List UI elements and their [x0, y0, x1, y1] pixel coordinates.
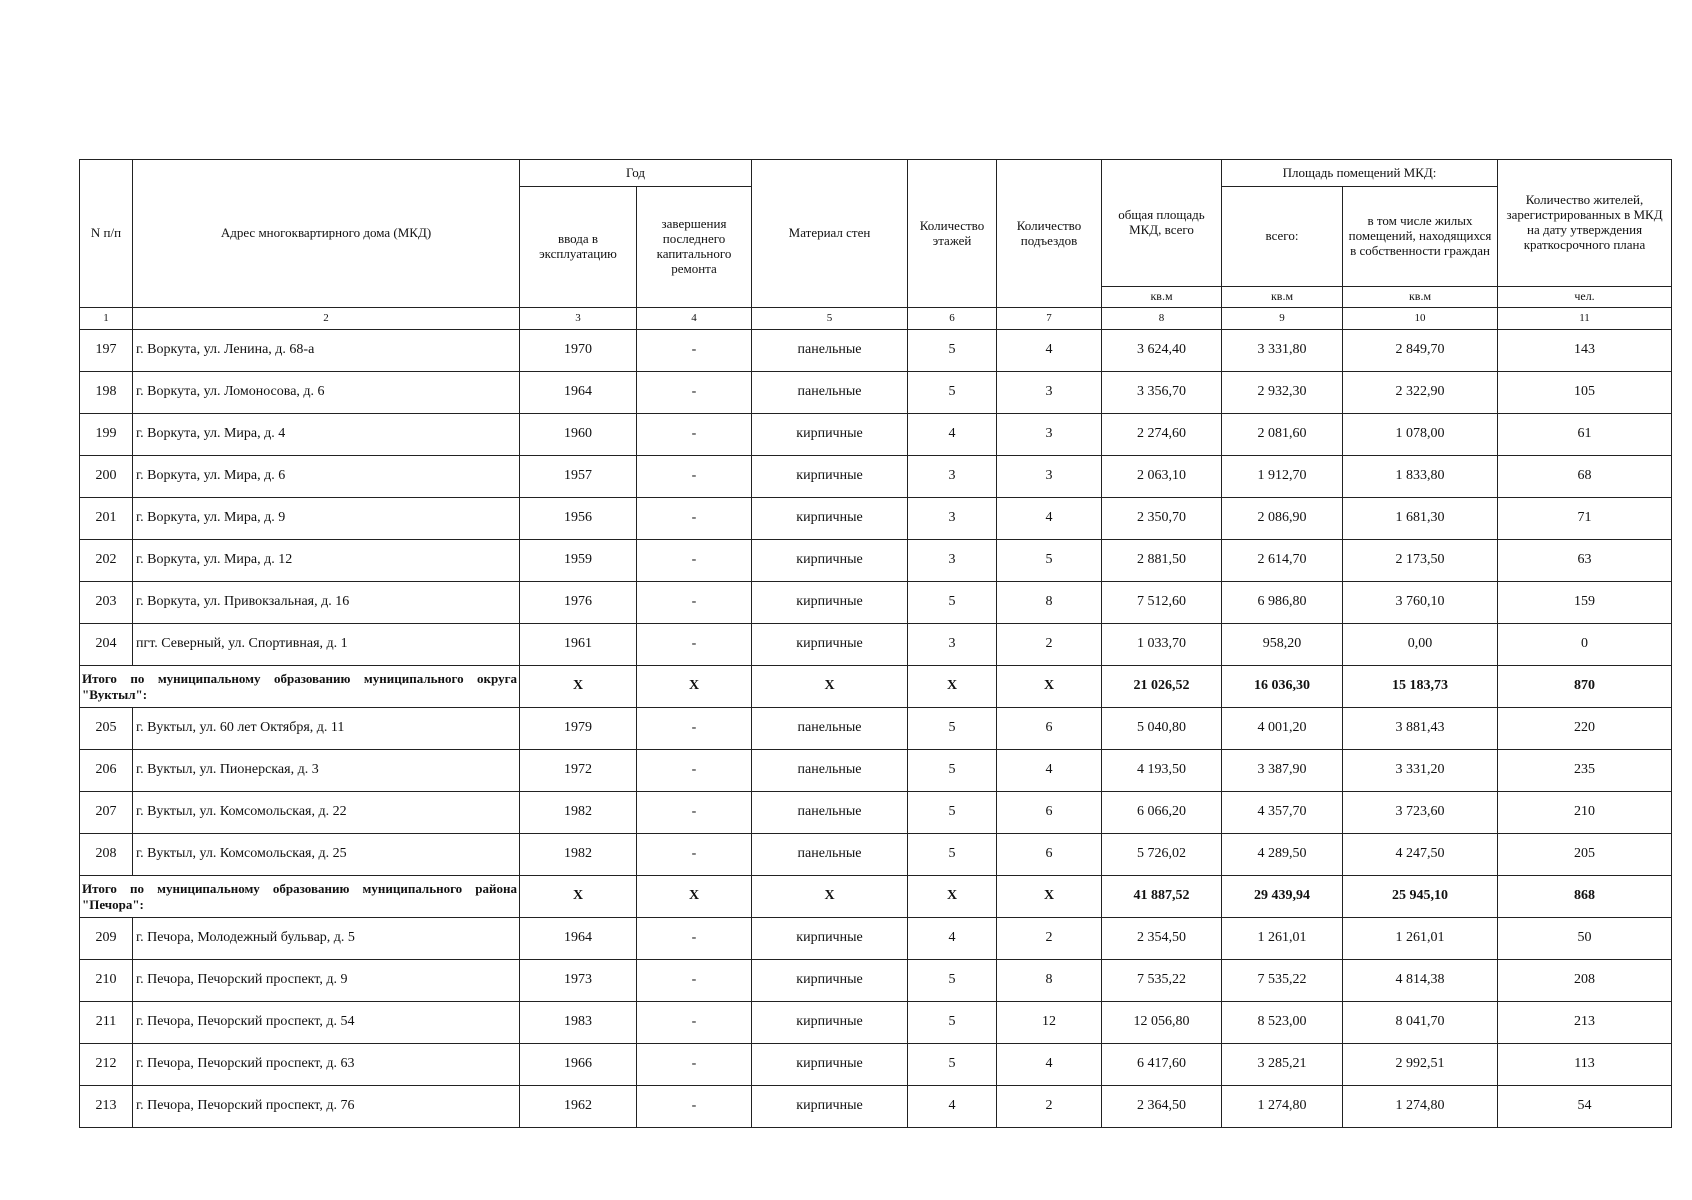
- total-area-cell: 3 356,70: [1102, 372, 1222, 414]
- column-number: 6: [908, 308, 997, 330]
- premises-total-cell: 1 912,70: [1222, 456, 1343, 498]
- premises-residential-cell: 8 041,70: [1343, 1002, 1498, 1044]
- address-cell: г. Вуктыл, ул. Комсомольская, д. 22: [133, 792, 520, 834]
- row-number-cell: 198: [80, 372, 133, 414]
- address-cell: пгт. Северный, ул. Спортивная, д. 1: [133, 624, 520, 666]
- residents-cell: 63: [1498, 540, 1672, 582]
- premises-residential-cell: 2 849,70: [1343, 330, 1498, 372]
- wall-material-cell: кирпичные: [752, 918, 908, 960]
- address-cell: г. Печора, Печорский проспект, д. 63: [133, 1044, 520, 1086]
- year-commission-cell: 1962: [520, 1086, 637, 1128]
- wall-material-cell: кирпичные: [752, 498, 908, 540]
- year-commission-cell: 1973: [520, 960, 637, 1002]
- premises-residential-cell: 4 814,38: [1343, 960, 1498, 1002]
- wall-material-cell: панельные: [752, 372, 908, 414]
- wall-material-cell: кирпичные: [752, 456, 908, 498]
- table-row: [80, 918, 1672, 960]
- unit-premises-residential: кв.м: [1343, 287, 1498, 308]
- subtotal-floors: X: [908, 666, 997, 708]
- total-area-cell: 1 033,70: [1102, 624, 1222, 666]
- premises-residential-cell: 2 992,51: [1343, 1044, 1498, 1086]
- row-number-cell: 212: [80, 1044, 133, 1086]
- floors-cell: 5: [908, 750, 997, 792]
- row-number-cell: 211: [80, 1002, 133, 1044]
- total-area-cell: 6 066,20: [1102, 792, 1222, 834]
- premises-total-cell: 7 535,22: [1222, 960, 1343, 1002]
- wall-material-cell: кирпичные: [752, 1044, 908, 1086]
- row-number-cell: 210: [80, 960, 133, 1002]
- premises-residential-cell: 1 833,80: [1343, 456, 1498, 498]
- premises-residential-cell: 2 173,50: [1343, 540, 1498, 582]
- residents-cell: 159: [1498, 582, 1672, 624]
- residents-cell: 71: [1498, 498, 1672, 540]
- floors-cell: 4: [908, 918, 997, 960]
- column-number: 4: [637, 308, 752, 330]
- subtotal-floors: X: [908, 876, 997, 918]
- floors-cell: 3: [908, 540, 997, 582]
- residents-cell: 213: [1498, 1002, 1672, 1044]
- subtotal-premises-residential: 25 945,10: [1343, 876, 1498, 918]
- entrances-cell: 4: [997, 1044, 1102, 1086]
- floors-cell: 4: [908, 1086, 997, 1128]
- year-commission-cell: 1964: [520, 918, 637, 960]
- premises-total-cell: 2 086,90: [1222, 498, 1343, 540]
- year-repair-cell: -: [637, 456, 752, 498]
- floors-cell: 4: [908, 414, 997, 456]
- year-repair-cell: -: [637, 750, 752, 792]
- subtotal-row: [80, 876, 1672, 918]
- subtotal-premises-total: 16 036,30: [1222, 666, 1343, 708]
- subtotal-year-commission: X: [520, 876, 637, 918]
- entrances-cell: 12: [997, 1002, 1102, 1044]
- wall-material-cell: кирпичные: [752, 1002, 908, 1044]
- row-number-cell: 213: [80, 1086, 133, 1128]
- wall-material-cell: кирпичные: [752, 582, 908, 624]
- subtotal-premises-residential: 15 183,73: [1343, 666, 1498, 708]
- table-row: [80, 330, 1672, 372]
- floors-cell: 5: [908, 960, 997, 1002]
- premises-residential-cell: 1 274,80: [1343, 1086, 1498, 1128]
- year-commission-cell: 1970: [520, 330, 637, 372]
- year-repair-cell: -: [637, 708, 752, 750]
- total-area-cell: 3 624,40: [1102, 330, 1222, 372]
- wall-material-cell: кирпичные: [752, 960, 908, 1002]
- address-cell: г. Воркута, ул. Мира, д. 12: [133, 540, 520, 582]
- year-commission-cell: 1979: [520, 708, 637, 750]
- row-number-cell: 208: [80, 834, 133, 876]
- residents-cell: 68: [1498, 456, 1672, 498]
- entrances-cell: 2: [997, 918, 1102, 960]
- year-commission-cell: 1956: [520, 498, 637, 540]
- table-row: [80, 1086, 1672, 1128]
- floors-cell: 5: [908, 1044, 997, 1086]
- header-premises-group: Площадь помещений МКД:: [1222, 160, 1498, 187]
- total-area-cell: 4 193,50: [1102, 750, 1222, 792]
- residents-cell: 210: [1498, 792, 1672, 834]
- entrances-cell: 4: [997, 750, 1102, 792]
- row-number-cell: 203: [80, 582, 133, 624]
- subtotal-year-repair: X: [637, 666, 752, 708]
- premises-residential-cell: 2 322,90: [1343, 372, 1498, 414]
- wall-material-cell: кирпичные: [752, 540, 908, 582]
- premises-total-cell: 8 523,00: [1222, 1002, 1343, 1044]
- subtotal-total-area: 21 026,52: [1102, 666, 1222, 708]
- table-row: [80, 708, 1672, 750]
- year-commission-cell: 1982: [520, 792, 637, 834]
- year-commission-cell: 1959: [520, 540, 637, 582]
- table-row: [80, 624, 1672, 666]
- floors-cell: 5: [908, 1002, 997, 1044]
- address-cell: г. Печора, Молодежный бульвар, д. 5: [133, 918, 520, 960]
- total-area-cell: 12 056,80: [1102, 1002, 1222, 1044]
- premises-total-cell: 6 986,80: [1222, 582, 1343, 624]
- floors-cell: 5: [908, 330, 997, 372]
- residents-cell: 105: [1498, 372, 1672, 414]
- premises-total-cell: 3 387,90: [1222, 750, 1343, 792]
- premises-total-cell: 2 081,60: [1222, 414, 1343, 456]
- residents-cell: 235: [1498, 750, 1672, 792]
- premises-residential-cell: 1 078,00: [1343, 414, 1498, 456]
- row-number-cell: 200: [80, 456, 133, 498]
- column-number: 8: [1102, 308, 1222, 330]
- year-commission-cell: 1966: [520, 1044, 637, 1086]
- premises-residential-cell: 4 247,50: [1343, 834, 1498, 876]
- row-number-cell: 202: [80, 540, 133, 582]
- address-cell: г. Вуктыл, ул. Комсомольская, д. 25: [133, 834, 520, 876]
- subtotal-entrances: X: [997, 666, 1102, 708]
- total-area-cell: 5 726,02: [1102, 834, 1222, 876]
- wall-material-cell: кирпичные: [752, 624, 908, 666]
- year-commission-cell: 1972: [520, 750, 637, 792]
- header-floors: Количество этажей: [908, 160, 997, 308]
- row-number-cell: 209: [80, 918, 133, 960]
- year-repair-cell: -: [637, 582, 752, 624]
- unit-total-area: кв.м: [1102, 287, 1222, 308]
- subtotal-residents: 870: [1498, 666, 1672, 708]
- total-area-cell: 2 063,10: [1102, 456, 1222, 498]
- premises-residential-cell: 3 331,20: [1343, 750, 1498, 792]
- total-area-cell: 7 512,60: [1102, 582, 1222, 624]
- wall-material-cell: панельные: [752, 750, 908, 792]
- floors-cell: 3: [908, 498, 997, 540]
- premises-residential-cell: 1 261,01: [1343, 918, 1498, 960]
- header-premises-residential: в том числе жилых помещений, находящихся в собственности граждан: [1343, 187, 1498, 287]
- premises-residential-cell: 3 881,43: [1343, 708, 1498, 750]
- premises-total-cell: 958,20: [1222, 624, 1343, 666]
- subtotal-label: Итого по муниципальному образованию муниципального округа "Вуктыл":: [80, 666, 520, 708]
- column-number: 2: [133, 308, 520, 330]
- year-commission-cell: 1964: [520, 372, 637, 414]
- subtotal-year-repair: X: [637, 876, 752, 918]
- address-cell: г. Вуктыл, ул. Пионерская, д. 3: [133, 750, 520, 792]
- table-row: [80, 1002, 1672, 1044]
- table-row: [80, 456, 1672, 498]
- year-commission-cell: 1982: [520, 834, 637, 876]
- residents-cell: 54: [1498, 1086, 1672, 1128]
- address-cell: г. Печора, Печорский проспект, д. 9: [133, 960, 520, 1002]
- premises-residential-cell: 0,00: [1343, 624, 1498, 666]
- entrances-cell: 6: [997, 792, 1102, 834]
- year-repair-cell: -: [637, 1044, 752, 1086]
- premises-residential-cell: 3 760,10: [1343, 582, 1498, 624]
- residents-cell: 208: [1498, 960, 1672, 1002]
- unit-premises-total: кв.м: [1222, 287, 1343, 308]
- year-commission-cell: 1983: [520, 1002, 637, 1044]
- premises-residential-cell: 1 681,30: [1343, 498, 1498, 540]
- entrances-cell: 6: [997, 834, 1102, 876]
- entrances-cell: 6: [997, 708, 1102, 750]
- premises-total-cell: 4 001,20: [1222, 708, 1343, 750]
- year-repair-cell: -: [637, 330, 752, 372]
- row-number-cell: 199: [80, 414, 133, 456]
- row-number-cell: 201: [80, 498, 133, 540]
- year-repair-cell: -: [637, 960, 752, 1002]
- year-repair-cell: -: [637, 918, 752, 960]
- wall-material-cell: кирпичные: [752, 414, 908, 456]
- residents-cell: 143: [1498, 330, 1672, 372]
- wall-material-cell: панельные: [752, 792, 908, 834]
- year-repair-cell: -: [637, 372, 752, 414]
- total-area-cell: 2 354,50: [1102, 918, 1222, 960]
- total-area-cell: 6 417,60: [1102, 1044, 1222, 1086]
- header-residents: Количество жителей, зарегистрированных в МКД на дату утверждения краткосрочного плана: [1498, 160, 1672, 287]
- address-cell: г. Печора, Печорский проспект, д. 54: [133, 1002, 520, 1044]
- table-row: [80, 540, 1672, 582]
- header-npp: N п/п: [80, 160, 133, 308]
- floors-cell: 3: [908, 624, 997, 666]
- residents-cell: 61: [1498, 414, 1672, 456]
- year-commission-cell: 1957: [520, 456, 637, 498]
- wall-material-cell: панельные: [752, 834, 908, 876]
- table-row: [80, 834, 1672, 876]
- subtotal-row: [80, 666, 1672, 708]
- year-repair-cell: -: [637, 1086, 752, 1128]
- row-number-cell: 206: [80, 750, 133, 792]
- column-number: 9: [1222, 308, 1343, 330]
- total-area-cell: 2 364,50: [1102, 1086, 1222, 1128]
- subtotal-premises-total: 29 439,94: [1222, 876, 1343, 918]
- entrances-cell: 4: [997, 330, 1102, 372]
- wall-material-cell: панельные: [752, 330, 908, 372]
- column-number-row: [80, 308, 1672, 330]
- year-repair-cell: -: [637, 1002, 752, 1044]
- premises-total-cell: 3 331,80: [1222, 330, 1343, 372]
- total-area-cell: 2 881,50: [1102, 540, 1222, 582]
- total-area-cell: 2 274,60: [1102, 414, 1222, 456]
- wall-material-cell: кирпичные: [752, 1086, 908, 1128]
- header-year-commission: ввода в эксплуатацию: [520, 187, 637, 308]
- premises-total-cell: 1 274,80: [1222, 1086, 1343, 1128]
- premises-total-cell: 2 614,70: [1222, 540, 1343, 582]
- row-number-cell: 207: [80, 792, 133, 834]
- table-row: [80, 750, 1672, 792]
- column-number: 5: [752, 308, 908, 330]
- year-repair-cell: -: [637, 834, 752, 876]
- entrances-cell: 3: [997, 456, 1102, 498]
- floors-cell: 5: [908, 792, 997, 834]
- address-cell: г. Печора, Печорский проспект, д. 76: [133, 1086, 520, 1128]
- subtotal-residents: 868: [1498, 876, 1672, 918]
- residents-cell: 113: [1498, 1044, 1672, 1086]
- total-area-cell: 7 535,22: [1102, 960, 1222, 1002]
- header-year-repair: завершения последнего капитального ремонта: [637, 187, 752, 308]
- column-number: 11: [1498, 308, 1672, 330]
- table-row: [80, 1044, 1672, 1086]
- residents-cell: 220: [1498, 708, 1672, 750]
- housing-register-table: [79, 159, 1672, 1128]
- address-cell: г. Вуктыл, ул. 60 лет Октября, д. 11: [133, 708, 520, 750]
- header-entrances: Количество подъездов: [997, 160, 1102, 308]
- entrances-cell: 2: [997, 1086, 1102, 1128]
- table-row: [80, 372, 1672, 414]
- header-year-group: Год: [520, 160, 752, 187]
- subtotal-label: Итого по муниципальному образованию муниципального района "Печора":: [80, 876, 520, 918]
- floors-cell: 5: [908, 708, 997, 750]
- year-repair-cell: -: [637, 540, 752, 582]
- column-number: 1: [80, 308, 133, 330]
- premises-total-cell: 4 289,50: [1222, 834, 1343, 876]
- address-cell: г. Воркута, ул. Мира, д. 9: [133, 498, 520, 540]
- total-area-cell: 5 040,80: [1102, 708, 1222, 750]
- table-row: [80, 960, 1672, 1002]
- address-cell: г. Воркута, ул. Ленина, д. 68-а: [133, 330, 520, 372]
- floors-cell: 5: [908, 372, 997, 414]
- floors-cell: 5: [908, 834, 997, 876]
- table-row: [80, 414, 1672, 456]
- entrances-cell: 8: [997, 960, 1102, 1002]
- column-number: 3: [520, 308, 637, 330]
- premises-total-cell: 2 932,30: [1222, 372, 1343, 414]
- subtotal-wall-material: X: [752, 666, 908, 708]
- address-cell: г. Воркута, ул. Мира, д. 4: [133, 414, 520, 456]
- subtotal-year-commission: X: [520, 666, 637, 708]
- address-cell: г. Воркута, ул. Мира, д. 6: [133, 456, 520, 498]
- column-number: 7: [997, 308, 1102, 330]
- floors-cell: 3: [908, 456, 997, 498]
- entrances-cell: 3: [997, 414, 1102, 456]
- row-number-cell: 205: [80, 708, 133, 750]
- year-commission-cell: 1960: [520, 414, 637, 456]
- entrances-cell: 5: [997, 540, 1102, 582]
- year-commission-cell: 1961: [520, 624, 637, 666]
- subtotal-wall-material: X: [752, 876, 908, 918]
- year-repair-cell: -: [637, 792, 752, 834]
- floors-cell: 5: [908, 582, 997, 624]
- year-repair-cell: -: [637, 624, 752, 666]
- total-area-cell: 2 350,70: [1102, 498, 1222, 540]
- entrances-cell: 3: [997, 372, 1102, 414]
- row-number-cell: 204: [80, 624, 133, 666]
- premises-total-cell: 1 261,01: [1222, 918, 1343, 960]
- table-row: [80, 498, 1672, 540]
- year-commission-cell: 1976: [520, 582, 637, 624]
- entrances-cell: 2: [997, 624, 1102, 666]
- address-cell: г. Воркута, ул. Ломоносова, д. 6: [133, 372, 520, 414]
- header-total-area: общая площадь МКД, всего: [1102, 160, 1222, 287]
- column-number: 10: [1343, 308, 1498, 330]
- entrances-cell: 8: [997, 582, 1102, 624]
- subtotal-total-area: 41 887,52: [1102, 876, 1222, 918]
- residents-cell: 0: [1498, 624, 1672, 666]
- residents-cell: 205: [1498, 834, 1672, 876]
- entrances-cell: 4: [997, 498, 1102, 540]
- unit-residents: чел.: [1498, 287, 1672, 308]
- residents-cell: 50: [1498, 918, 1672, 960]
- wall-material-cell: панельные: [752, 708, 908, 750]
- subtotal-entrances: X: [997, 876, 1102, 918]
- premises-total-cell: 3 285,21: [1222, 1044, 1343, 1086]
- year-repair-cell: -: [637, 498, 752, 540]
- row-number-cell: 197: [80, 330, 133, 372]
- table-row: [80, 792, 1672, 834]
- address-cell: г. Воркута, ул. Привокзальная, д. 16: [133, 582, 520, 624]
- header-address: Адрес многоквартирного дома (МКД): [133, 160, 520, 308]
- year-repair-cell: -: [637, 414, 752, 456]
- header-wall-material: Материал стен: [752, 160, 908, 308]
- header-premises-total: всего:: [1222, 187, 1343, 287]
- table-row: [80, 582, 1672, 624]
- premises-total-cell: 4 357,70: [1222, 792, 1343, 834]
- premises-residential-cell: 3 723,60: [1343, 792, 1498, 834]
